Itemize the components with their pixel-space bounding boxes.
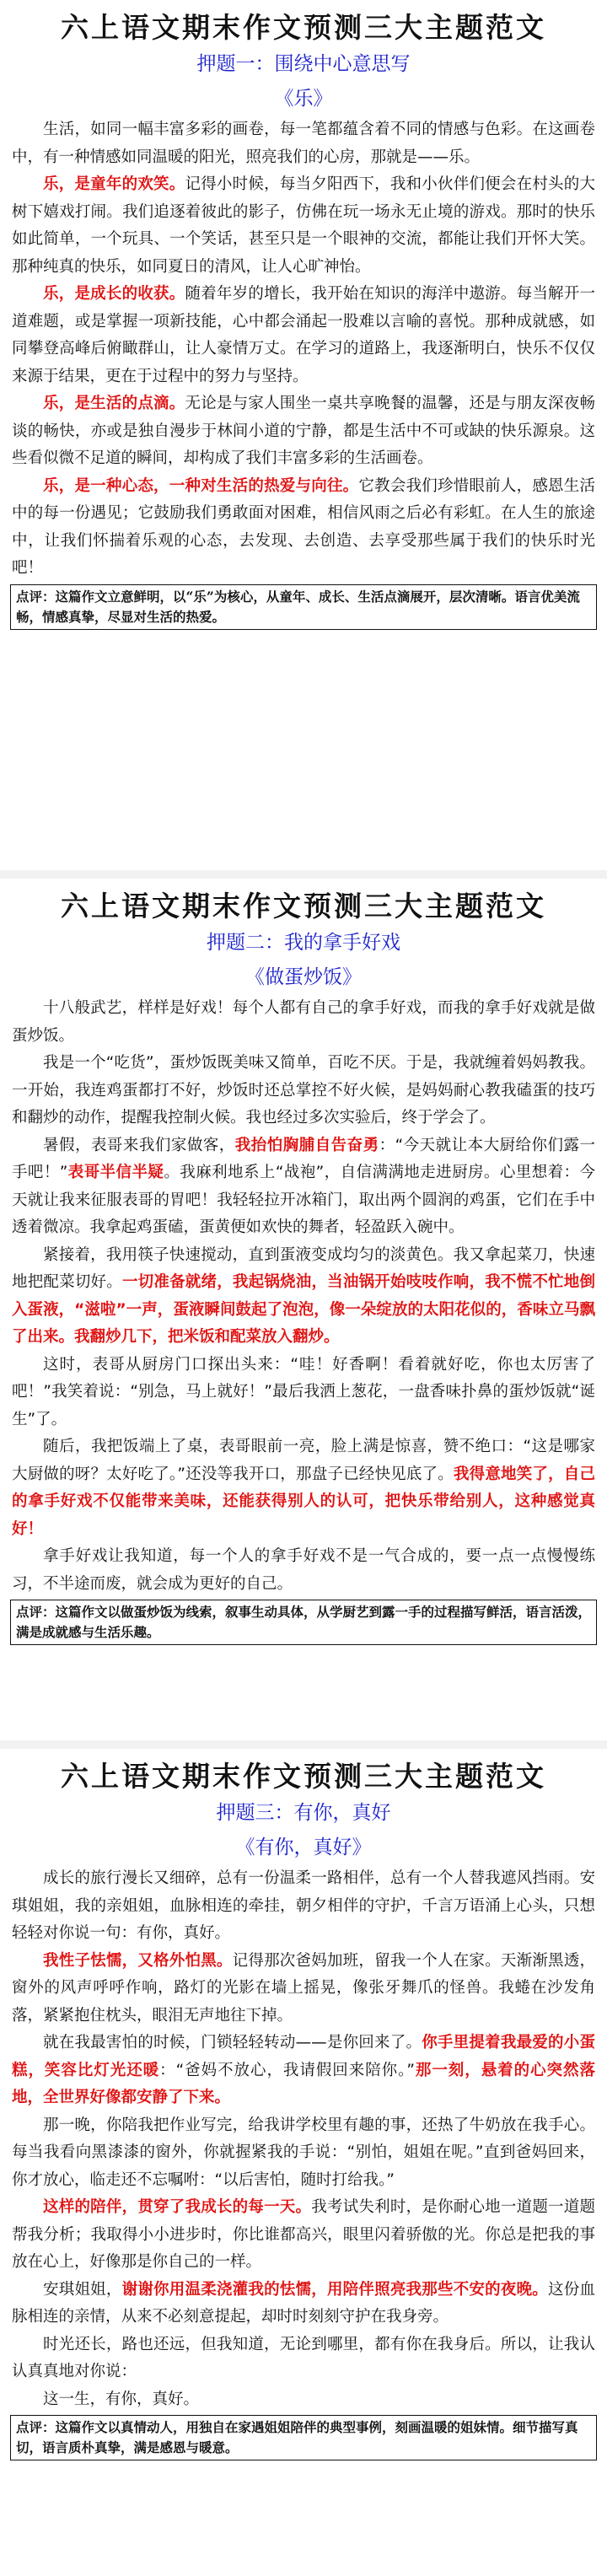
paragraph-text: 十八般武艺，样样是好戏！每个人都有自己的拿手好戏，而我的拿手好戏就是做蛋炒饭。 xyxy=(12,999,595,1045)
highlighted-sentence: 一切准备就绪，我起锅烧油，当油锅开始吱吱作响，我不慌不忙地倒入蛋液，“滋啦”一声，蛋液瞬间鼓起了泡泡，像一朵绽放的太阳花似的，香味立马飘了出来。我翻炒几下，把米饭和配菜放入翻炒。 xyxy=(12,1273,595,1346)
essay-comment: 点评：这篇作文以真情动人，用独自在家遇姐姐陪伴的典型事例，刻画温暖的姐妹情。细节描写真切，语言质朴真挚，满是感恩与暖意。 xyxy=(10,2415,597,2460)
section-divider xyxy=(0,1740,607,1749)
essay-paragraph xyxy=(12,171,595,281)
section-title: 六上语文期末作文预测三大主题范文 xyxy=(61,1760,546,1793)
paragraph-text: 。我麻利地系上“战袍”，自信满满地走进厨房。心里想着：今天就让我来征服表哥的胃吧！我轻轻拉开冰箱门，取出两个圆润的鸡蛋，它们在手中透着微凉。我拿起鸡蛋磕，蛋黄便如欢快的舞者，轻盈跃入碗中。 xyxy=(12,1164,595,1236)
essay-body xyxy=(0,995,607,1598)
paragraph-text: ：“今天就让本大厨给你们露一手吧！” xyxy=(12,1136,595,1181)
essay-title: 《有你，真好》 xyxy=(235,1837,372,1858)
section-theme-2 xyxy=(0,887,607,1739)
essay-paragraph xyxy=(12,1948,595,2030)
paragraph-text: 暑假，表哥来我们家做客， xyxy=(43,1136,235,1154)
section-title: 六上语文期末作文预测三大主题范文 xyxy=(61,11,546,44)
essay-paragraph xyxy=(12,1433,595,1543)
highlighted-sentence: 谢谢你用温柔浇灌我的怯懦，用陪伴照亮我那些不安的夜晚。 xyxy=(121,2280,549,2299)
paragraph-text: 时光还长，路也还远，但我知道，无论到哪里，都有你在我身后。所以，让我认认真真地对你说： xyxy=(12,2335,595,2380)
highlighted-sentence: 我得意地笑了，自己的拿手好戏不仅能带来美味，还能获得别人的认可，把快乐带给别人，这种感觉真好！ xyxy=(12,1465,595,1538)
section-subtitle: 押题一：围绕中心意思写 xyxy=(196,53,411,75)
paragraph-text: 随着年岁的增长，我开始在知识的海洋中遨游。每当解开一道难题，或是掌握一项新技能，心中都会涌起一股难以言喻的喜悦。那种成就感，如同攀登高峰后俯瞰群山，让人豪情万丈。在学习的道路上，我逐渐明白，快乐不仅仅来源于结果，更在于过程中的努力与坚持。 xyxy=(12,285,595,385)
essay-paragraph xyxy=(12,473,595,583)
essay-body xyxy=(0,116,607,583)
section-theme-3 xyxy=(0,1757,607,2576)
essay-paragraph xyxy=(12,1132,595,1242)
section-subtitle: 押题二：我的拿手好戏 xyxy=(207,932,400,954)
essay-paragraph xyxy=(12,2277,595,2331)
essay-comment: 点评：这篇作文以做蛋炒饭为线索，叙事生动具体，从学厨艺到露一手的过程描写鲜活，语言活泼，满是成就感与生活乐趣。 xyxy=(10,1600,597,1645)
essay-paragraph xyxy=(12,116,595,171)
essay-paragraph xyxy=(12,2194,595,2277)
essay-paragraph xyxy=(12,1352,595,1434)
paragraph-text: 随后，我把饭端上了桌，表哥眼前一亮，脸上满是惊喜，赞不绝口：“这是哪家大厨做的呀？太好吃了。”还没等我开口，那盘子已经快见底了。 xyxy=(12,1438,595,1483)
paragraph-text: 那一晚，你陪我把作业写完，给我讲学校里有趣的事，还热了牛奶放在我手心。每当我看向黑漆漆的窗外，你就握紧我的手说：“别怕，姐姐在呢。”直到爸妈回来，你才放心，临走还不忘嘱咐：“以后害怕，随时打给我。” xyxy=(12,2116,595,2189)
essay-paragraph xyxy=(12,1865,595,1948)
paragraph-text: 这一生，有你，真好。 xyxy=(43,2390,200,2408)
essay-paragraph xyxy=(12,995,595,1050)
paragraph-text: 它教会我们珍惜眼前人，感恩生活中的每一份遇见；它鼓励我们勇敢面对困难，相信风雨之后必有彩虹。在人生的旅途中，让我们怀揣着乐观的心态，去发现、去创造、去享受那些属于我们的快乐时光吧！ xyxy=(12,476,595,577)
paragraph-text: 拿手好戏让我知道，每一个人的拿手好戏不是一气合成的，要一点一点慢慢练习，不半途而废，就会成为更好的自己。 xyxy=(12,1547,595,1593)
highlighted-sentence: 表哥半信半疑 xyxy=(67,1164,164,1181)
essay-paragraph xyxy=(12,1242,595,1352)
highlighted-sentence: 乐，是童年的欢笑。 xyxy=(43,175,185,193)
highlighted-sentence: 这样的陪伴，贯穿了我成长的每一天。 xyxy=(43,2198,312,2216)
highlighted-sentence: 乐，是一种心态，一种对生活的热爱与向往。 xyxy=(43,476,359,495)
paragraph-text: 安琪姐姐， xyxy=(43,2280,122,2299)
paragraph-text: ：“爸妈不放心，我请假回来陪你。” xyxy=(159,2061,415,2079)
highlighted-sentence: 那一刻，悬着的心突然落地，全世界好像都安静了下来。 xyxy=(12,2061,595,2106)
paragraph-text: 这时，表哥从厨房门口探出头来：“哇！好香啊！看着就好吃，你也太厉害了吧！”我笑着说：“别急，马上就好！”最后我洒上葱花，一盘香味扑鼻的蛋炒饭就“诞生”了。 xyxy=(12,1355,595,1428)
essay-paragraph xyxy=(12,1543,595,1598)
paragraph-text: 生活，如同一幅丰富多彩的画卷，每一笔都蕴含着不同的情感与色彩。在这画卷中，有一种情感如同温暖的阳光，照亮我们的心房，那就是——乐。 xyxy=(12,121,595,166)
paragraph-text: 我是一个“吃货”，蛋炒饭既美味又简单，百吃不厌。于是，我就缠着妈妈教我。一开始，我连鸡蛋都打不好，炒饭时还总掌控不好火候，是妈妈耐心教我磕蛋的技巧和翻炒的动作，提醒我控制火候。我也经过多次实验后，终于学会了。 xyxy=(12,1054,595,1127)
section-title: 六上语文期末作文预测三大主题范文 xyxy=(61,890,546,922)
essay-comment: 点评：这篇作文立意鲜明，以“乐”为核心，从童年、成长、生活点滴展开，层次清晰。语言优美流畅，情感真挚，尽显对生活的热爱。 xyxy=(10,584,597,630)
paragraph-text: 我考试失利时，是你耐心地一道题一道题帮我分析；我取得小小进步时，你比谁都高兴，眼里闪着骄傲的光。你总是把我的事放在心上，好像那是你自己的一样。 xyxy=(12,2198,595,2271)
highlighted-sentence: 乐，是生活的点滴。 xyxy=(43,395,185,412)
essay-body xyxy=(0,1865,607,2413)
paragraph-text: 记得那次爸妈加班，留我一个人在家。天渐渐黑透，窗外的风声呼呼作响，路灯的光影在墙上摇晃，像张牙舞爪的怪兽。我蜷在沙发角落，紧紧抱住枕头，眼泪无声地往下掉。 xyxy=(12,1951,595,2025)
paragraph-text: 无论是与家人围坐一桌共享晚餐的温馨，还是与朋友深夜畅谈的畅快，亦或是独自漫步于林间小道的宁静，都是生活中不可或缺的快乐源泉。这些看似微不足道的瞬间，却构成了我们丰富多彩的生活画卷。 xyxy=(12,395,595,467)
essay-paragraph xyxy=(12,2331,595,2386)
essay-title: 《做蛋炒饭》 xyxy=(245,966,362,988)
paragraph-text: 成长的旅行漫长又细碎，总有一份温柔一路相伴，总有一个人替我遮风挡雨。安琪姐姐，我的亲姐姐，血脉相连的牵挂，朝夕相伴的守护，千言万语涌上心头，只想轻轻对你说一句：有你，真好。 xyxy=(12,1869,595,1942)
paragraph-text: 这份血脉相连的亲情，从来不必刻意提起，却时时刻刻守护在我身旁。 xyxy=(12,2280,595,2326)
highlighted-sentence: 我抬怕胸脯自告奋勇 xyxy=(234,1136,379,1154)
highlighted-sentence: 乐，是成长的收获。 xyxy=(43,285,185,303)
section-divider xyxy=(0,870,607,879)
highlighted-sentence: 我性子怯懦，又格外怕黑。 xyxy=(43,1951,233,1970)
essay-paragraph xyxy=(12,2386,595,2414)
essay-paragraph xyxy=(12,2030,595,2112)
essay-paragraph xyxy=(12,390,595,473)
section-subtitle: 押题三：有你，真好 xyxy=(216,1802,391,1824)
paragraph-text: 紧接着，我用筷子快速搅动，直到蛋液变成均匀的淡黄色。我又拿起菜刀，快速地把配菜切好。 xyxy=(12,1245,595,1291)
section-theme-1 xyxy=(0,0,607,869)
essay-paragraph xyxy=(12,281,595,390)
paragraph-text: 就在我最害怕的时候，门锁轻轻转动——是你回来了。 xyxy=(43,2034,422,2052)
essay-title: 《乐》 xyxy=(274,88,333,110)
paragraph-text: 记得小时候，每当夕阳西下，我和小伙伴们便会在村头的大树下嬉戏打闹。我们追逐着彼此的影子，仿佛在玩一场永无止境的游戏。那时的快乐如此简单，一个玩具、一个笑话，甚至只是一个眼神的交流，都能让我们开怀大笑。那种纯真的快乐，如同夏日的清风，让人心旷神怡。 xyxy=(12,175,595,276)
essay-paragraph xyxy=(12,1050,595,1132)
essay-paragraph xyxy=(12,2112,595,2195)
highlighted-sentence: 你手里提着我最爱的小蛋糕，笑容比灯光还暖 xyxy=(12,2034,595,2079)
